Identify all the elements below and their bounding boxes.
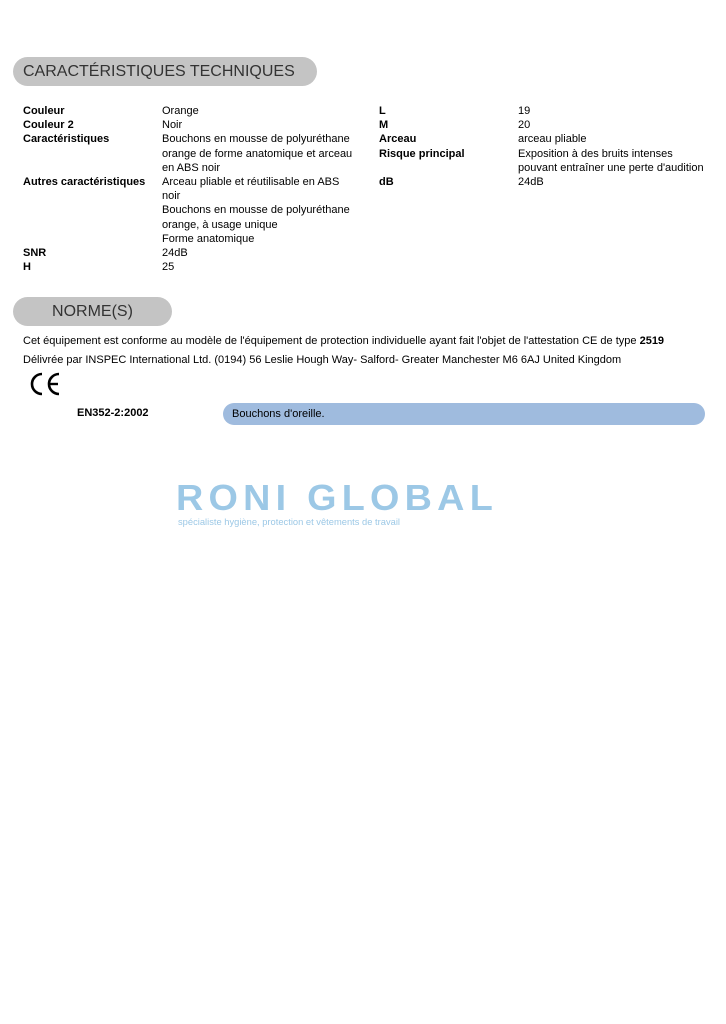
- spec-value: orange de forme anatomique et arceau: [162, 147, 353, 160]
- conformity-text: [23, 335, 664, 347]
- svg-text:RONI GLOBAL: RONI GLOBAL: [176, 477, 498, 518]
- spec-value: Bouchons en mousse de polyuréthane: [162, 133, 350, 146]
- delivered-by-text: Délivrée par INSPEC International Ltd. (0194) 56 Leslie Hough Way- Salford- Greater Manchester M6 6AJ United Kingdom: [23, 354, 622, 366]
- spec-value: 25: [162, 261, 175, 274]
- spec-value: 19: [518, 105, 531, 117]
- spec-value: 20: [518, 119, 531, 132]
- spec-label: Couleur 2: [23, 119, 74, 132]
- spec-value: Arceau pliable et réutilisable en ABS: [162, 176, 340, 188]
- spec-value: 24dB: [518, 176, 544, 188]
- spec-value: Noir: [162, 119, 183, 132]
- spec-label: H: [23, 261, 31, 274]
- spec-label: Autres caractéristiques: [23, 176, 146, 188]
- spec-label: Risque principal: [379, 147, 465, 160]
- spec-value: 24dB: [162, 247, 188, 259]
- section-title-technical: CARACTÉRISTIQUES TECHNIQUES: [13, 57, 317, 86]
- standard-code: EN352-2:2002: [77, 407, 149, 419]
- conformity-sentence: Cet équipement est conforme au modèle de l'équipement de protection individuelle ayant fait l'objet de l'attestation CE de type: [23, 335, 637, 347]
- spec-value: orange, à usage unique: [162, 218, 278, 231]
- section-title-norms: NORME(S): [13, 297, 172, 326]
- spec-value: arceau pliable: [518, 133, 587, 146]
- spec-label: M: [379, 119, 389, 132]
- spec-value: Forme anatomique: [162, 232, 255, 245]
- spec-label: dB: [379, 176, 394, 188]
- standard-description: Bouchons d'oreille.: [223, 403, 705, 425]
- spec-label: SNR: [23, 247, 47, 259]
- spec-label: L: [379, 105, 386, 117]
- spec-value: en ABS noir: [162, 161, 221, 174]
- ce-mark-icon: [28, 371, 62, 397]
- roni-global-logo: [176, 476, 506, 536]
- spec-value: Bouchons en mousse de polyuréthane: [162, 204, 350, 217]
- spec-label: Arceau: [379, 133, 417, 146]
- spec-value: noir: [162, 190, 181, 203]
- spec-value: Exposition à des bruits intenses: [518, 147, 673, 160]
- spec-value: Orange: [162, 105, 199, 117]
- svg-text:spécialiste hygiène, protectio: spécialiste hygiène, protection et vêtements de travail: [178, 517, 400, 528]
- spec-label: Caractéristiques: [23, 133, 110, 146]
- spec-value: pouvant entraîner une perte d'audition: [518, 161, 704, 174]
- attestation-number: 2519: [639, 335, 665, 347]
- spec-label: Couleur: [23, 105, 65, 117]
